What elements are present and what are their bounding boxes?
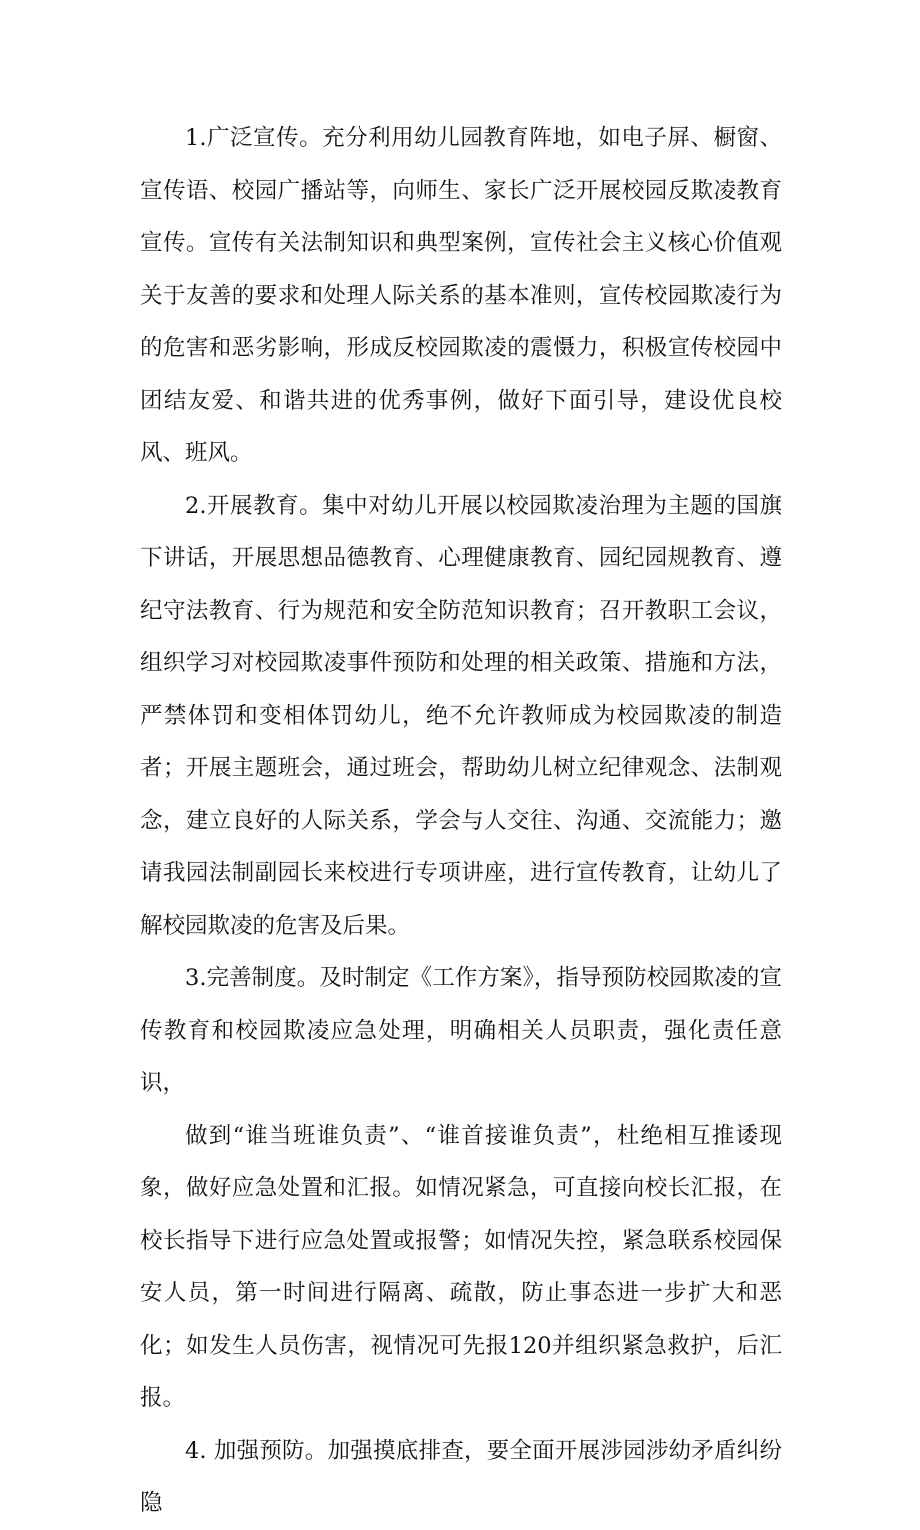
paragraph-system: 3.完善制度。及时制定《工作方案》，指导预防校园欺凌的宣传教育和校园欺凌应急处理，明确相关人员职责，强化责任意识， <box>140 965 782 1096</box>
body-text <box>140 112 782 1530</box>
paragraph-responsibility: 做到“谁当班谁负责”、“谁首接谁负责”，杜绝相互推诿现象，做好应急处置和汇报。如情况紧急，可直接向校长汇报，在校长指导下进行应急处置或报警；如情况失控，紧急联系校园保安人员，第一时间进行隔离、疏散，防止事态进一步扩大和恶化；如发生人员伤害，视情况可先报120并组织紧急救护，后汇报。 <box>140 1122 782 1411</box>
paragraph-prevention: 4. 加强预防。加强摸底排查，要全面开展涉园涉幼矛盾纠纷隐 <box>140 1437 782 1516</box>
paragraph-education: 2.开展教育。集中对幼儿开展以校园欺凌治理为主题的国旗下讲话，开展思想品德教育、心理健康教育、园纪园规教育、遵纪守法教育、行为规范和安全防范知识教育；召开教职工会议，组织学习对校园欺凌事件预防和处理的相关政策、措施和方法，严禁体罚和变相体罚幼儿，绝不允许教师成为校园欺凌的制造者；开展主题班会，通过班会，帮助幼儿树立纪律观念、法制观念，建立良好的人际关系，学会与人交往、沟通、交流能力；邀请我园法制副园长来校进行专项讲座，进行宣传教育，让幼儿了解校园欺凌的危害及后果。 <box>140 492 782 939</box>
paragraph-publicity: 1.广泛宣传。充分利用幼儿园教育阵地，如电子屏、橱窗、宣传语、校园广播站等，向师生、家长广泛开展校园反欺凌教育宣传。宣传有关法制知识和典型案例，宣传社会主义核心价值观关于友善的要求和处理人际关系的基本准则，宣传校园欺凌行为的危害和恶劣影响，形成反校园欺凌的震慑力，积极宣传校园中团结友爱、和谐共进的优秀事例，做好下面引导，建设优良校风、班风。 <box>140 125 782 466</box>
